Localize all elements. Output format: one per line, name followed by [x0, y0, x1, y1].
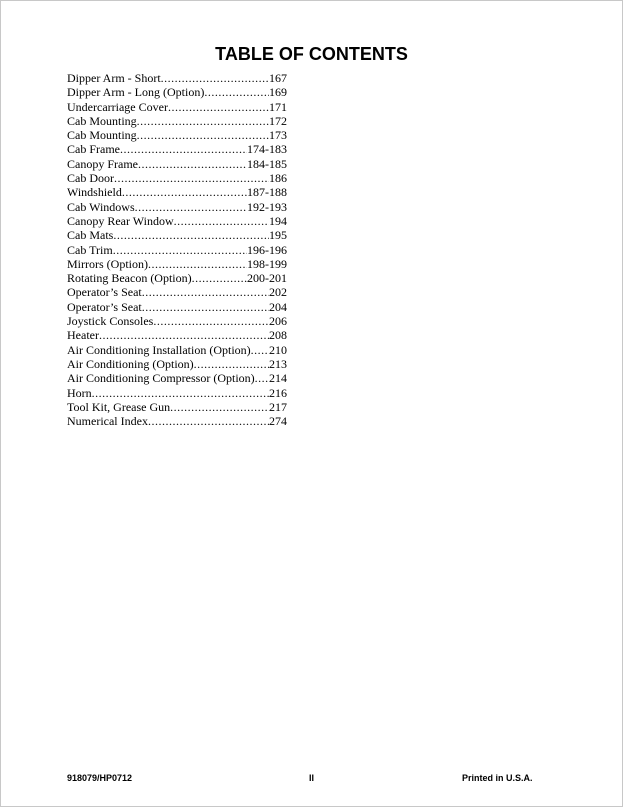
table-of-contents	[67, 71, 287, 428]
toc-leader-dots	[137, 114, 269, 128]
toc-entry-label: Canopy Frame	[67, 156, 138, 171]
toc-leader-dots	[148, 414, 269, 428]
toc-entry[interactable]	[67, 85, 287, 99]
toc-entry[interactable]	[67, 171, 287, 185]
toc-entry-page: 206	[269, 314, 287, 329]
toc-entry-page: 167	[269, 71, 287, 85]
toc-entry-label: Air Conditioning (Option)	[67, 356, 194, 371]
toc-entry[interactable]	[67, 71, 287, 85]
toc-entry[interactable]	[67, 157, 287, 171]
toc-entry-label: Mirrors (Option)	[67, 256, 148, 271]
footer-doc-number: 918079/HP0712	[67, 773, 133, 783]
toc-leader-dots	[135, 200, 247, 214]
toc-entry-label: Heater	[67, 328, 99, 343]
toc-entry-label: Cab Mats	[67, 228, 114, 243]
toc-entry-page: 200-201	[247, 271, 287, 286]
toc-entry-page: 210	[269, 342, 287, 357]
toc-entry[interactable]	[67, 357, 287, 371]
toc-leader-dots	[255, 371, 269, 385]
toc-leader-dots	[120, 142, 247, 156]
toc-entry[interactable]	[67, 314, 287, 328]
toc-leader-dots	[142, 300, 269, 314]
toc-entry[interactable]	[67, 243, 287, 257]
toc-entry-label: Canopy Rear Window	[67, 213, 174, 228]
toc-leader-dots	[138, 157, 247, 171]
toc-entry-label: Tool Kit, Grease Gun	[67, 399, 171, 414]
toc-leader-dots	[170, 400, 269, 414]
page-title: TABLE OF CONTENTS	[215, 44, 408, 64]
toc-entry[interactable]	[67, 185, 287, 199]
toc-entry[interactable]	[67, 142, 287, 156]
toc-entry-label: Cab Mounting	[67, 113, 137, 128]
toc-leader-dots	[142, 285, 269, 299]
toc-entry-page: 174-183	[247, 142, 287, 157]
toc-entry-page: 202	[269, 285, 287, 300]
toc-leader-dots	[99, 328, 269, 342]
toc-entry-page: 172	[269, 113, 287, 128]
toc-entry-page: 198-199	[247, 256, 287, 271]
toc-entry-label: Cab Frame	[67, 142, 120, 157]
toc-entry-label: Air Conditioning Compressor (Option)	[67, 371, 255, 386]
toc-entry[interactable]	[67, 386, 287, 400]
toc-entry[interactable]	[67, 100, 287, 114]
toc-entry-label: Numerical Index	[67, 414, 148, 429]
toc-entry-label: Dipper Arm - Long (Option)	[67, 85, 205, 100]
toc-leader-dots	[122, 185, 247, 199]
footer-page-number: II	[308, 773, 314, 783]
toc-entry-label: Horn	[67, 385, 92, 400]
toc-entry-page: 195	[269, 228, 287, 243]
toc-entry-page: 213	[269, 356, 287, 371]
toc-entry[interactable]	[67, 300, 287, 314]
toc-entry-page: 171	[269, 99, 287, 114]
toc-entry-page: 214	[269, 371, 287, 386]
toc-leader-dots	[113, 228, 269, 242]
toc-leader-dots	[251, 343, 269, 357]
toc-leader-dots	[137, 128, 269, 142]
toc-entry-label: Undercarriage Cover	[67, 99, 168, 114]
toc-leader-dots	[192, 271, 247, 285]
toc-entry-page: 184-185	[247, 156, 287, 171]
toc-leader-dots	[114, 171, 269, 185]
toc-entry-label: Dipper Arm - Short	[67, 71, 161, 85]
toc-entry-label: Rotating Beacon (Option)	[67, 271, 192, 286]
toc-entry[interactable]	[67, 128, 287, 142]
toc-entry[interactable]	[67, 414, 287, 428]
toc-leader-dots	[148, 257, 247, 271]
toc-entry-label: Cab Windows	[67, 199, 135, 214]
toc-leader-dots	[174, 214, 269, 228]
toc-entry-label: Windshield	[67, 185, 122, 200]
toc-entry[interactable]	[67, 343, 287, 357]
toc-entry-page: 216	[269, 385, 287, 400]
toc-entry[interactable]	[67, 200, 287, 214]
toc-entry-label: Joystick Consoles	[67, 314, 154, 329]
toc-entry-label: Cab Door	[67, 171, 114, 186]
toc-entry[interactable]	[67, 285, 287, 299]
toc-entry-page: 186	[269, 171, 287, 186]
toc-entry[interactable]	[67, 228, 287, 242]
toc-entry-page: 204	[269, 299, 287, 314]
toc-entry[interactable]	[67, 371, 287, 385]
toc-entry[interactable]	[67, 214, 287, 228]
toc-leader-dots	[194, 357, 269, 371]
toc-leader-dots	[161, 71, 269, 85]
toc-entry-label: Air Conditioning Installation (Option)	[67, 342, 251, 357]
toc-entry-label: Operator’s Seat	[67, 299, 142, 314]
toc-entry[interactable]	[67, 400, 287, 414]
toc-entry-page: 192-193	[247, 199, 287, 214]
toc-entry-page: 169	[269, 85, 287, 100]
toc-entry[interactable]	[67, 114, 287, 128]
toc-leader-dots	[153, 314, 269, 328]
toc-entry-page: 173	[269, 128, 287, 143]
toc-entry-page: 194	[269, 213, 287, 228]
toc-leader-dots	[113, 243, 247, 257]
toc-entry-page: 208	[269, 328, 287, 343]
toc-entry-page: 274	[269, 414, 287, 429]
toc-entry[interactable]	[67, 257, 287, 271]
toc-entry-label: Cab Trim	[67, 242, 113, 257]
toc-leader-dots	[168, 100, 269, 114]
toc-entry[interactable]	[67, 328, 287, 342]
toc-leader-dots	[204, 85, 269, 99]
toc-entry-page: 217	[269, 399, 287, 414]
toc-entry-page: 196-196	[247, 242, 287, 257]
toc-entry-label: Operator’s Seat	[67, 285, 142, 300]
toc-entry-page: 187-188	[247, 185, 287, 200]
toc-entry-label: Cab Mounting	[67, 128, 137, 143]
toc-leader-dots	[92, 386, 269, 400]
footer-printed: Printed in U.S.A.	[462, 773, 533, 783]
toc-entry[interactable]	[67, 271, 287, 285]
